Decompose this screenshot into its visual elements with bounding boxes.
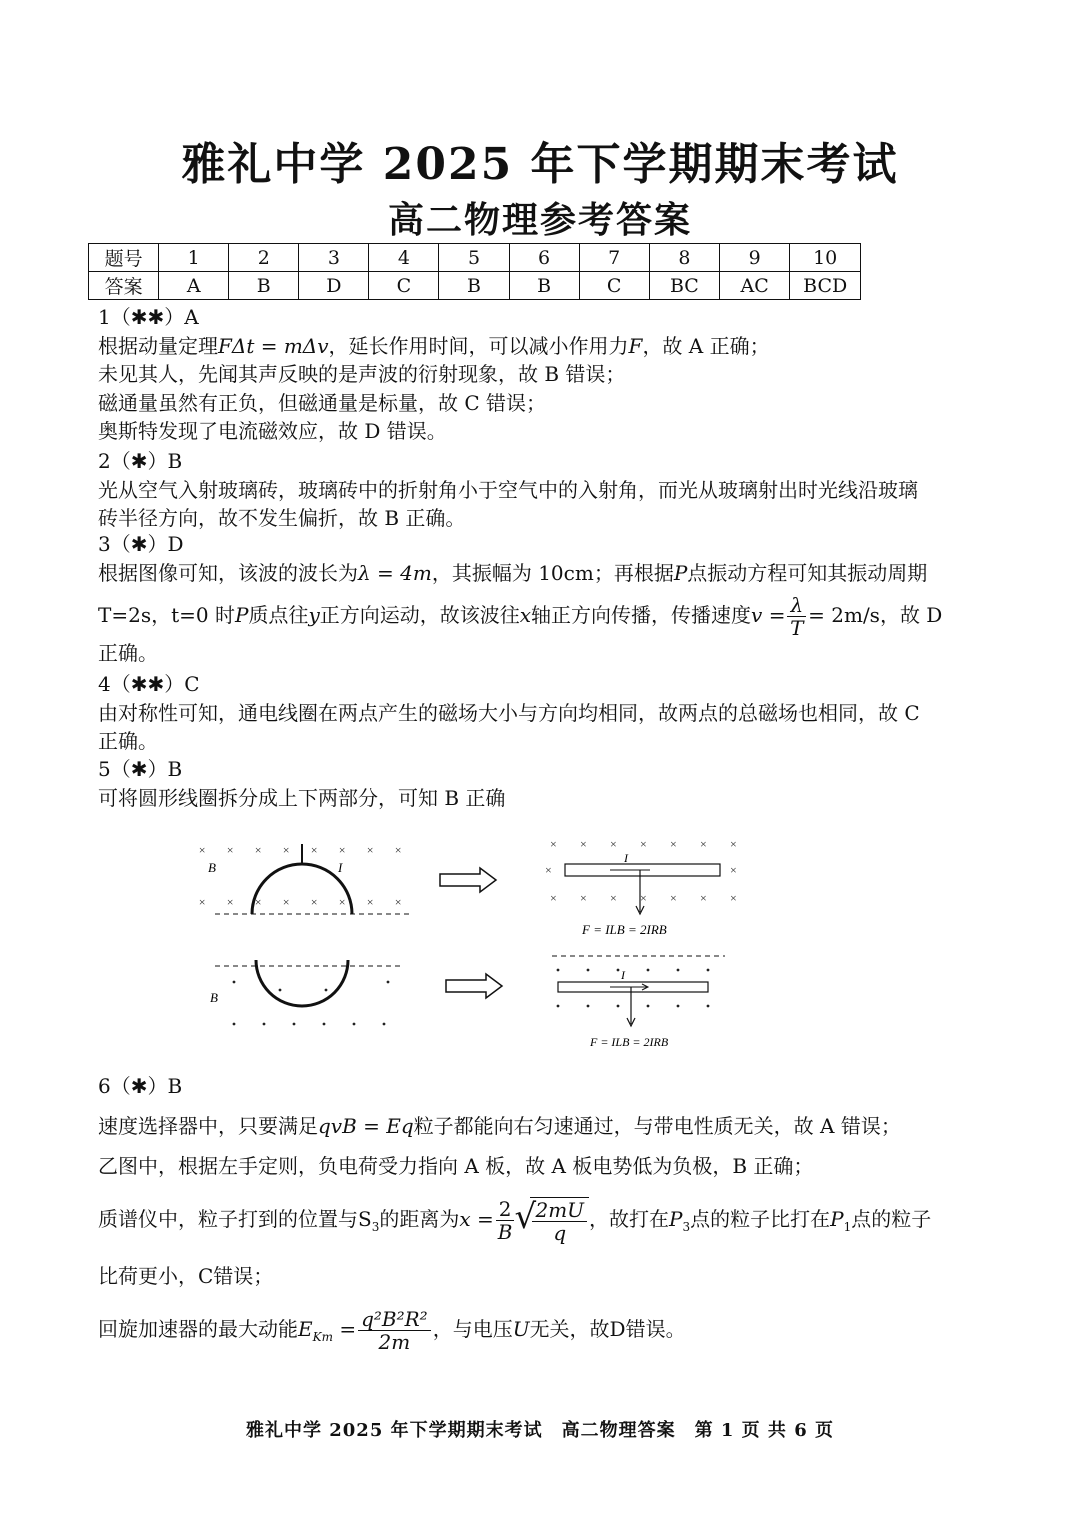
svg-text:×: × bbox=[226, 895, 235, 909]
q6-line-5: 回旋加速器的最大动能$E_{Km}$ = $\frac{\text{q²B²R²}}{2m}$ ，与电压U无关，故D错误。 bbox=[98, 1307, 686, 1354]
q1-line-3: 磁通量虽然有正负，但磁通量是标量，故 C 错误； bbox=[98, 390, 547, 415]
coil-split-diagram bbox=[180, 830, 760, 1055]
svg-text:×: × bbox=[730, 837, 737, 851]
table-cell: 6 bbox=[509, 244, 579, 272]
table-cell: 2 bbox=[229, 244, 299, 272]
question-4 bbox=[98, 670, 988, 756]
q3-line-1: 根据图像可知，该波的波长为λ = 4m，其振幅为 10cm；再根据P点振动方程可知其振动周期 bbox=[98, 560, 928, 585]
question-2 bbox=[98, 447, 988, 533]
table-cell: 8 bbox=[649, 244, 719, 272]
svg-text:×: × bbox=[282, 843, 291, 857]
svg-text:×: × bbox=[610, 837, 617, 851]
q1-line-4: 奥斯特发现了电流磁效应，故 D 错误。 bbox=[98, 419, 447, 443]
table-cell: C bbox=[369, 272, 439, 300]
question-5 bbox=[98, 755, 988, 812]
table-cell: 4 bbox=[369, 244, 439, 272]
svg-text:×: × bbox=[198, 895, 207, 909]
q6-head: 6（✱）B bbox=[98, 1074, 183, 1098]
q4-line-2: 正确。 bbox=[98, 729, 158, 753]
table-cell: 1 bbox=[159, 244, 229, 272]
x-fraction: $\frac{2}{B}$ bbox=[496, 1198, 515, 1243]
svg-text:×: × bbox=[580, 891, 587, 905]
svg-text:×: × bbox=[700, 891, 707, 905]
page-title: 雅礼中学 2025 年下学期期末考试 bbox=[181, 139, 899, 190]
label-i-top: I bbox=[338, 860, 343, 875]
table-cell: B bbox=[229, 272, 299, 300]
arrow-right-icon bbox=[440, 868, 496, 892]
table-cell: BCD bbox=[790, 272, 861, 300]
sqrt-expression: √ $\frac{2mU}{q}$ bbox=[516, 1197, 589, 1244]
table-cell: 5 bbox=[439, 244, 509, 272]
question-1 bbox=[98, 303, 988, 446]
q1-line-2: 未见其人，先闻其声反映的是声波的衍射现象，故 B 错误； bbox=[98, 362, 626, 386]
table-header-answer: 答案 bbox=[89, 272, 159, 300]
svg-text:×: × bbox=[640, 837, 647, 851]
q5-line-1: 可将圆形线圈拆分成上下两部分，可知 B 正确 bbox=[98, 785, 506, 810]
q3-head: 3（✱）D bbox=[98, 532, 184, 556]
q6-line-2: 乙图中，根据左手定则，负电荷受力指向 A 板，故 A 板电势低为负极，B 正确； bbox=[98, 1154, 814, 1178]
table-cell: D bbox=[299, 272, 369, 300]
table-cell: 7 bbox=[579, 244, 649, 272]
svg-text:×: × bbox=[545, 863, 552, 877]
svg-text:×: × bbox=[254, 843, 263, 857]
force-formula-bottom: F = ILB = 2IRB bbox=[590, 1035, 669, 1049]
q1-line-1: 根据动量定理FΔt = mΔv，延长作用时间，可以减小作用力F，故 A 正确； bbox=[98, 333, 770, 358]
label-i-right-bottom: I bbox=[621, 968, 625, 982]
table-header-question: 题号 bbox=[89, 244, 159, 272]
table-cell: B bbox=[509, 272, 579, 300]
svg-text:×: × bbox=[310, 895, 319, 909]
table-cell: AC bbox=[720, 272, 790, 300]
velocity-selector-formula: qvB = Eq bbox=[318, 1114, 414, 1138]
answer-table bbox=[88, 243, 861, 300]
svg-text:×: × bbox=[670, 837, 677, 851]
question-6 bbox=[98, 1066, 988, 1362]
question-3 bbox=[98, 530, 988, 668]
svg-text:×: × bbox=[366, 843, 375, 857]
q4-head: 4（✱✱）C bbox=[98, 672, 200, 696]
svg-text:×: × bbox=[254, 895, 263, 909]
svg-text:×: × bbox=[366, 895, 375, 909]
q6-line-1: 速度选择器中，只要满足qvB = Eq粒子都能向右匀速通过，与带电性质无关，故 A 错误； bbox=[98, 1114, 901, 1138]
page-footer: 雅礼中学 2025 年下学期期末考试 高二物理答案 第 1 页 共 6 页 bbox=[245, 1420, 834, 1441]
table-cell: B bbox=[439, 272, 509, 300]
svg-text:×: × bbox=[550, 891, 557, 905]
velocity-fraction: $\frac{\lambda}{T}$ bbox=[787, 594, 806, 639]
svg-text:×: × bbox=[338, 843, 347, 857]
svg-text:×: × bbox=[610, 891, 617, 905]
momentum-formula: FΔt = mΔv bbox=[218, 333, 329, 358]
q2-head: 2（✱）B bbox=[98, 449, 183, 473]
table-row-numbers bbox=[89, 244, 861, 272]
table-cell: A bbox=[159, 272, 229, 300]
table-cell: 9 bbox=[720, 244, 790, 272]
lower-semicircle bbox=[256, 960, 348, 1006]
q3-line-2: T=2s，t=0 时P质点往y正方向运动，故该波往x轴正方向传播，传播速度v = $\frac{\lambda}{T}$ = 2m/s，故 D bbox=[98, 593, 943, 640]
q1-head: 1（✱✱）A bbox=[98, 305, 199, 329]
table-cell: BC bbox=[649, 272, 719, 300]
table-cell: 3 bbox=[299, 244, 369, 272]
svg-text:×: × bbox=[550, 837, 557, 851]
table-cell: C bbox=[579, 272, 649, 300]
q5-head: 5（✱）B bbox=[98, 757, 183, 781]
svg-text:×: × bbox=[394, 895, 403, 909]
label-b-bottom: B bbox=[210, 990, 218, 1005]
svg-text:×: × bbox=[282, 895, 291, 909]
force-formula-top: F = ILB = 2IRB bbox=[582, 922, 667, 937]
label-i-right-top: I bbox=[624, 851, 628, 865]
q6-line-3: 质谱仪中，粒子打到的位置与$S_3$的距离为x = $\frac{2}{B}$ √ $\frac{2mU}{q}$ ，故打在$P_3$点的粒子比打在$P_1$点的粒子 bbox=[98, 1186, 988, 1252]
q6-line-4: 比荷更小，C错误； bbox=[98, 1264, 274, 1288]
svg-text:×: × bbox=[226, 843, 235, 857]
svg-text:×: × bbox=[310, 843, 319, 857]
energy-fraction: $\frac{\text{q²B²R²}}{2m}$ bbox=[358, 1308, 431, 1353]
svg-text:×: × bbox=[670, 891, 677, 905]
svg-text:×: × bbox=[198, 843, 207, 857]
svg-text:×: × bbox=[338, 895, 347, 909]
arrow-right-icon bbox=[446, 974, 502, 998]
table-row-answers bbox=[89, 272, 861, 300]
svg-text:×: × bbox=[640, 891, 647, 905]
svg-text:×: × bbox=[580, 837, 587, 851]
svg-text:×: × bbox=[394, 843, 403, 857]
page-subtitle: 高二物理参考答案 bbox=[387, 199, 692, 241]
q2-line-1: 光从空气入射玻璃砖，玻璃砖中的折射角小于空气中的入射角，而光从玻璃射出时光线沿玻璃 bbox=[98, 477, 918, 502]
q3-line-3: 正确。 bbox=[98, 641, 158, 665]
svg-text:×: × bbox=[730, 891, 737, 905]
svg-text:×: × bbox=[700, 837, 707, 851]
q4-line-1: 由对称性可知，通电线圈在两点产生的磁场大小与方向均相同，故两点的总磁场也相同，故 C bbox=[98, 700, 920, 725]
label-b-top: B bbox=[208, 860, 216, 875]
q2-line-2: 砖半径方向，故不发生偏折，故 B 正确。 bbox=[98, 506, 466, 530]
upper-semicircle bbox=[252, 864, 352, 914]
table-cell: 10 bbox=[790, 244, 861, 272]
svg-text:×: × bbox=[730, 863, 737, 877]
